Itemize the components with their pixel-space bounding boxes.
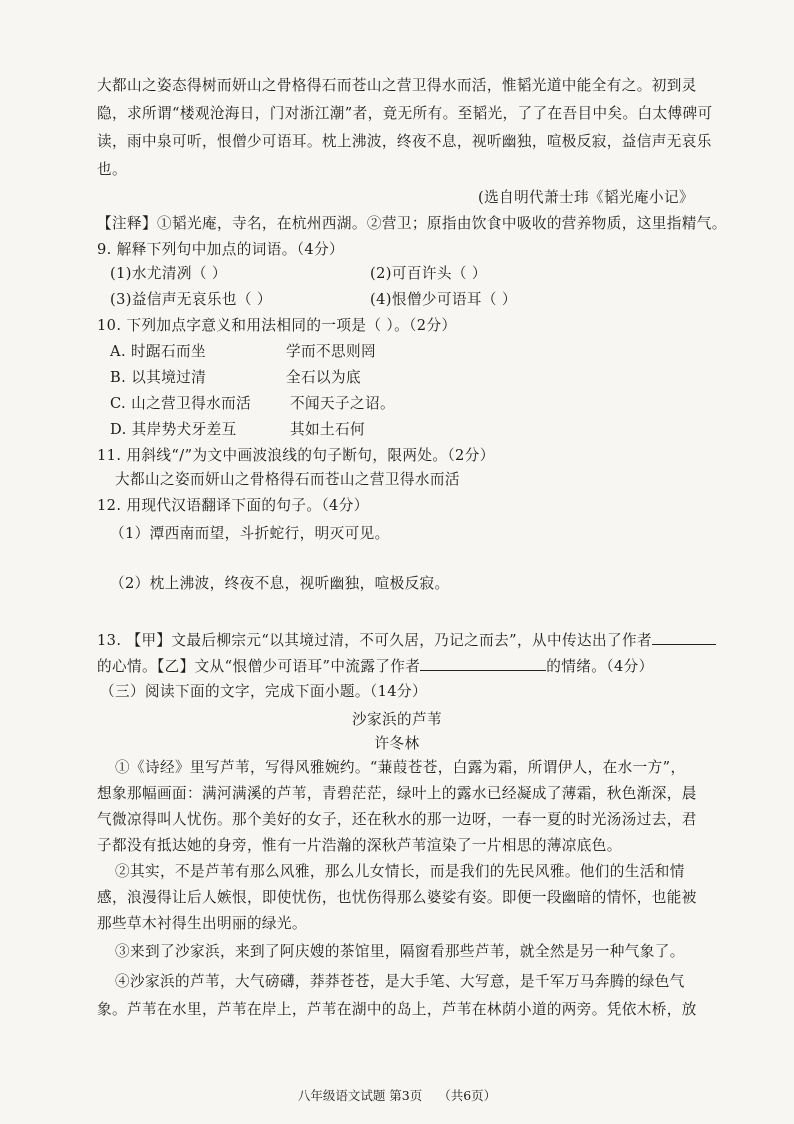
q13-text-3: 的情绪。（4分） xyxy=(546,658,654,675)
q11-title: 11. 用斜线“/”为文中画波浪线的句子断句，限两处。（2分） xyxy=(97,447,495,464)
section-3-heading: （三）阅读下面的文字，完成下面小题。（14分） xyxy=(100,683,427,700)
q10-option-d-compare: 其如土石何 xyxy=(290,421,365,438)
q9-item: (2)可百许头（ ） xyxy=(370,265,487,282)
q12-sentence-2: （2）枕上沸波，终夜不息，视听幽独，喧极反寂。 xyxy=(110,575,450,592)
q10-option-c-compare: 不闻天子之诏。 xyxy=(290,395,395,412)
article-author: 许冬林 xyxy=(374,735,420,752)
answer-blank[interactable] xyxy=(420,656,546,671)
footer-total-pages: （共6页） xyxy=(438,1088,497,1103)
page-footer xyxy=(0,1086,794,1104)
q9-item: (4)恨僧少可语耳（ ） xyxy=(370,291,517,308)
passage-b-line: 读，雨中泉可听，恨僧少可语耳。枕上沸波，终夜不息，视听幽独，喧极反寂，益信声无哀乐 xyxy=(97,133,712,150)
q11-sentence: 大都山之姿而妍山之骨格得石而苍山之营卫得水而活 xyxy=(115,471,460,488)
q12-title: 12. 用现代汉语翻译下面的句子。（4分） xyxy=(97,497,369,514)
article-title: 沙家浜的芦苇 xyxy=(352,711,442,728)
q9-title: 9. 解释下列句中加点的词语。（4分） xyxy=(97,241,345,258)
q10-title: 10. 下列加点字意义和用法相同的一项是（ ）。（2分） xyxy=(97,317,457,334)
q10-option-a: A. 时踞石而坐 xyxy=(110,343,206,360)
article-line: 想象那幅画面：满河满溪的芦苇，青碧茫茫，绿叶上的露水已经凝成了薄霜，秋色渐深，晨 xyxy=(97,785,697,802)
footer-page-title: 八年级语文试题 第3页 xyxy=(297,1088,423,1103)
article-line: 那些草木衬得生出明丽的绿光。 xyxy=(97,915,307,932)
passage-b-line: 也。 xyxy=(97,161,127,178)
passage-b-source: (选自明代萧士玮《韬光庵小记》 xyxy=(477,189,694,206)
q13-text-1: 13. 【甲】文最后柳宗元“以其境过清，不可久居，乃记之而去”，从中传达出了作者 xyxy=(97,632,652,649)
article-line: 感，浪漫得让后人嫉恨，即使忧伤，也忧伤得那么婆娑有姿。即便一段幽暗的情怀，也能被 xyxy=(97,889,697,906)
article-line: 气微凉得叫人忧伤。那个美好的女子，还在秋水的那一边呀，一春一夏的时光汤汤过去，君 xyxy=(97,811,697,828)
q13-text-2: 的心情。【乙】文从“恨僧少可语耳”中流露了作者 xyxy=(97,658,421,675)
q10-option-c: C. 山之营卫得水而活 xyxy=(110,395,252,412)
article-line: ①《诗经》里写芦苇，写得风雅婉约。“蒹葭苍苍，白露为霜，所谓伊人，在水一方”， xyxy=(115,759,686,776)
passage-b-line: 大都山之姿态得树而妍山之骨格得石而苍山之营卫得水而活，惟韬光道中能全有之。初到灵 xyxy=(97,77,697,94)
passage-b-note: 【注释】①韬光庵，寺名，在杭州西湖。②营卫；原指由饮食中吸收的营养物质，这里指精气。 xyxy=(97,215,727,232)
q13-line-1 xyxy=(97,630,716,651)
q10-option-a-compare: 学而不思则罔 xyxy=(286,343,376,360)
article-line: ④沙家浜的芦苇，大气磅礴，莽莽苍苍，是大手笔、大写意，是千军万马奔腾的绿色气 xyxy=(115,973,685,990)
article-line: 子都没有抵达她的身旁，惟有一片浩瀚的深秋芦苇渲染了一片相思的薄凉底色。 xyxy=(97,837,622,854)
passage-b-line: 隐，求所谓“楼观沧海日，门对浙江潮”者，竟无所有。至韬光，了了在吾目中矣。白太傅碑可 xyxy=(97,105,713,122)
answer-blank[interactable] xyxy=(652,630,716,645)
q10-option-b-compare: 全石以为底 xyxy=(286,369,361,386)
q9-item: (3)益信声无哀乐也（ ） xyxy=(110,291,272,308)
article-line: 象。芦苇在水里，芦苇在岸上，芦苇在湖中的岛上，芦苇在林荫小道的两旁。凭依木桥，放 xyxy=(97,1001,697,1018)
q10-option-b: B. 以其境过清 xyxy=(110,369,207,386)
q13-line-2 xyxy=(97,656,654,677)
article-line: ②其实，不是芦苇有那么风雅，那么儿女情长，而是我们的先民风雅。他们的生活和情 xyxy=(115,863,685,880)
q10-option-d: D. 其岸势犬牙差互 xyxy=(110,421,237,438)
article-line: ③来到了沙家浜，来到了阿庆嫂的茶馆里，隔窗看那些芦苇，就全然是另一种气象了。 xyxy=(115,943,685,960)
q9-item: (1)水尤清冽（ ） xyxy=(110,265,227,282)
q12-sentence-1: （1）潭西南而望，斗折蛇行，明灭可见。 xyxy=(110,525,390,542)
